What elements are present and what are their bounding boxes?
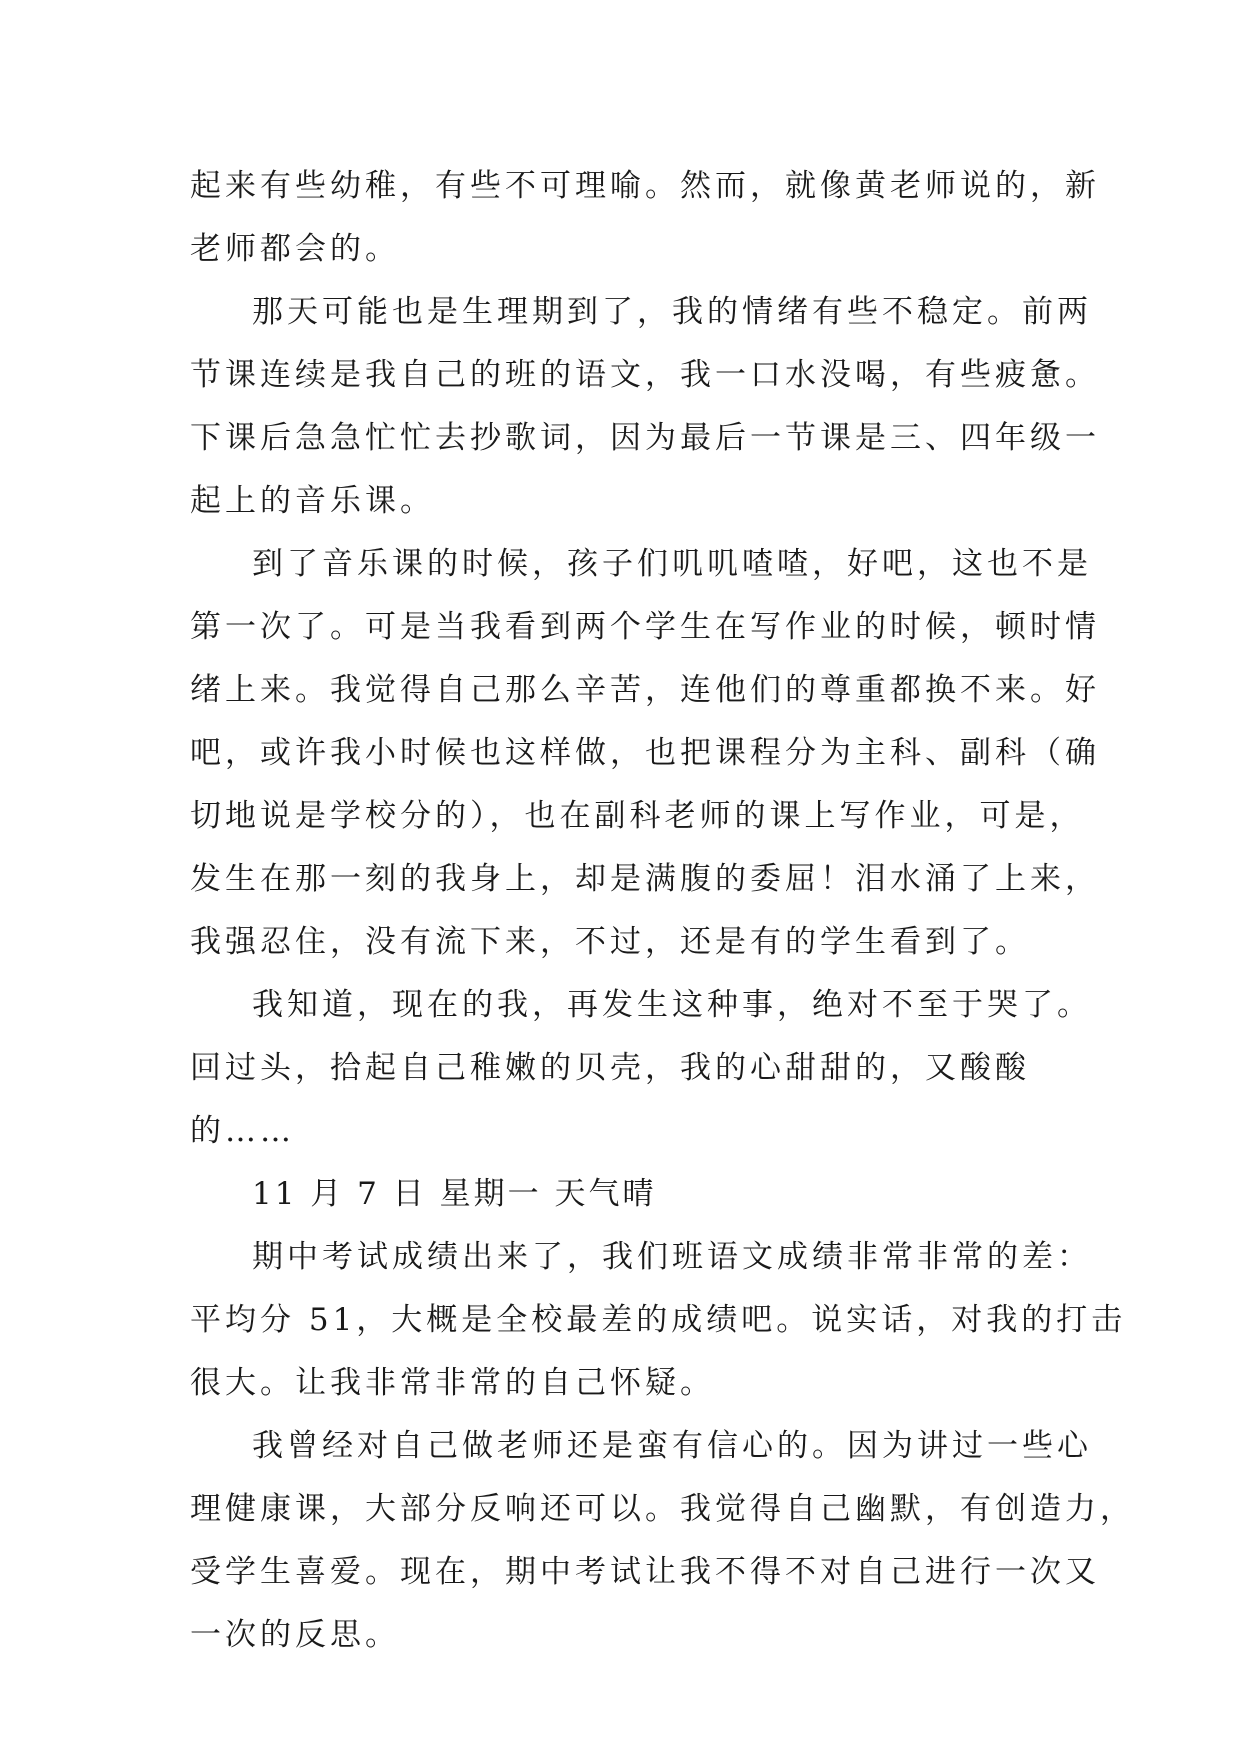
paragraph [190, 974, 1092, 1163]
text-line: 下课后急急忙忙去抄歌词，因为最后一节课是三、四年级一 [190, 420, 1100, 456]
text-line: 那天可能也是生理期到了，我的情绪有些不稳定。前两 [252, 294, 1092, 330]
paragraph [190, 1226, 1127, 1415]
text-line: 受学生喜爱。现在，期中考试让我不得不对自己进行一次又 [190, 1554, 1100, 1590]
text-line: 老师都会的。 [190, 231, 400, 267]
text-line: 的…… [190, 1113, 295, 1149]
text-line: 回过头，拾起自己稚嫩的贝壳，我的心甜甜的，又酸酸 [190, 1050, 1030, 1086]
text-line: 理健康课，大部分反响还可以。我觉得自己幽默，有创造力， [190, 1491, 1135, 1527]
paragraph-continued [190, 155, 1100, 281]
text-line: 起上的音乐课。 [190, 483, 435, 519]
date-line: 11 月 7 日 星期一 天气晴 [252, 1176, 657, 1212]
text-line: 发生在那一刻的我身上，却是满腹的委屈！泪水涌了上来， [190, 861, 1100, 897]
text-line: 期中考试成绩出来了，我们班语文成绩非常非常的差： [252, 1239, 1092, 1275]
text-line: 节课连续是我自己的班的语文，我一口水没喝，有些疲惫。 [190, 357, 1100, 393]
paragraph [190, 1415, 1135, 1667]
text-line: 切地说是学校分的），也在副科老师的课上写作业，可是， [190, 798, 1085, 834]
text-line: 我知道，现在的我，再发生这种事，绝对不至于哭了。 [252, 987, 1092, 1023]
text-line: 我强忍住，没有流下来，不过，还是有的学生看到了。 [190, 924, 1030, 960]
text-line: 第一次了。可是当我看到两个学生在写作业的时候，顿时情 [190, 609, 1100, 645]
text-line: 起来有些幼稚，有些不可理喻。然而，就像黄老师说的，新 [190, 168, 1100, 204]
text-line: 很大。让我非常非常的自己怀疑。 [190, 1365, 715, 1401]
diary-date-heading [190, 1163, 1060, 1226]
paragraph [190, 281, 1100, 533]
text-line: 吧，或许我小时候也这样做，也把课程分为主科、副科（确 [190, 735, 1100, 771]
text-line: 一次的反思。 [190, 1617, 400, 1653]
text-line: 绪上来。我觉得自己那么辛苦，连他们的尊重都换不来。好 [190, 672, 1100, 708]
paragraph [190, 533, 1100, 974]
text-line: 平均分 51，大概是全校最差的成绩吧。说实话，对我的打击 [190, 1302, 1127, 1338]
text-line: 到了音乐课的时候，孩子们叽叽喳喳，好吧，这也不是 [252, 546, 1092, 582]
document-body [190, 155, 1135, 1667]
text-line: 我曾经对自己做老师还是蛮有信心的。因为讲过一些心 [252, 1428, 1092, 1464]
